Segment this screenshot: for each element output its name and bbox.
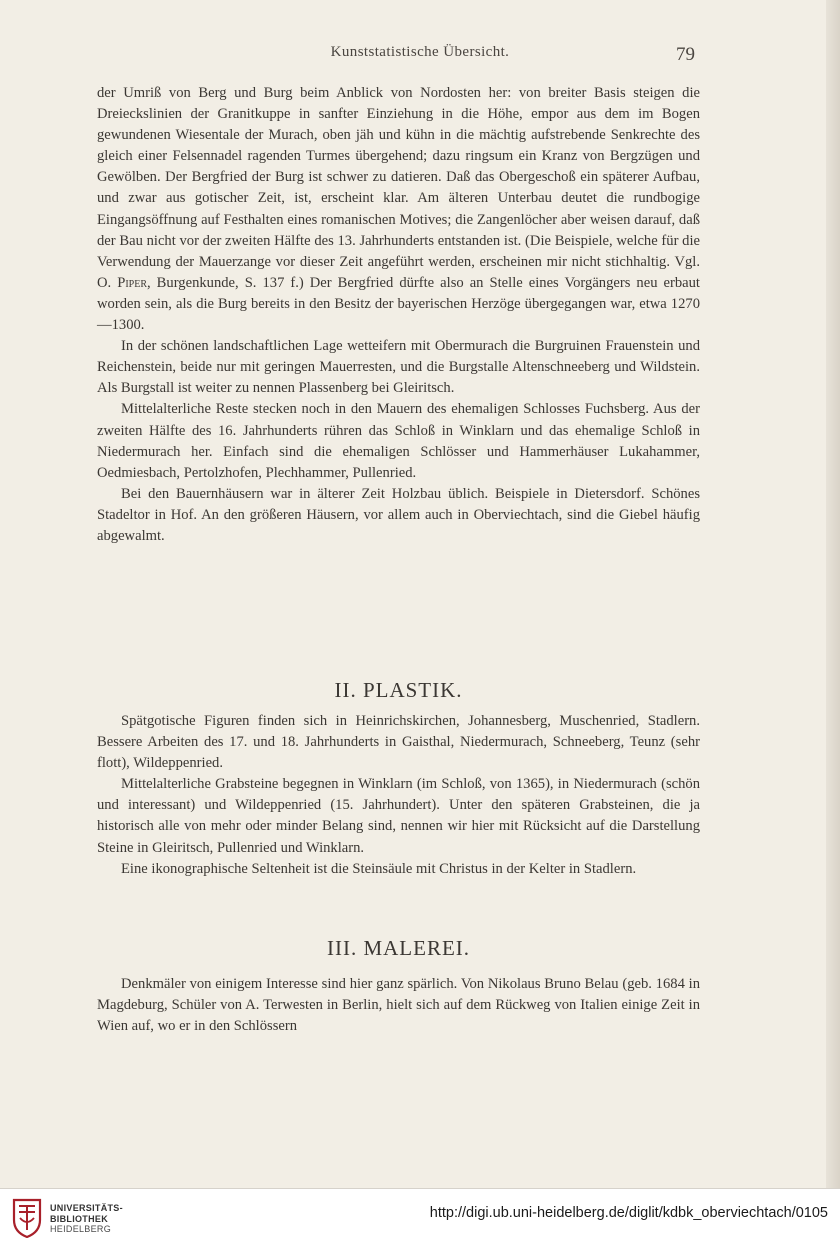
body-block-3 xyxy=(97,974,700,1037)
paragraph: Spätgotische Figuren finden sich in Heinrichskirchen, Johannesberg, Muschenried, Stadlern. Bessere Arbeiten des 17. und 18. Jahrhunderts in Gaisthal, Niedermurach, Schneeberg, Teunz (sehr flott), Wildeppenried. xyxy=(97,713,700,772)
university-seal-icon xyxy=(10,1198,44,1238)
paragraph: Bei den Bauernhäusern war in älterer Zeit Holzbau üblich. Beispiele in Dietersdorf. Schönes Stadeltor in Hof. An den größeren Häusern, vor allem auch in Oberviechtach, sind die Giebel häufig abgewalmt. xyxy=(97,485,700,544)
author-name: Piper xyxy=(117,274,147,291)
section-heading-malerei: III. MALEREI. xyxy=(326,936,471,960)
footer-bar xyxy=(0,1188,840,1248)
paragraph: Mittelalterliche Grabsteine begegnen in Winklarn (im Schloß, von 1365), in Niedermurach (schön und interessant) und Wildeppenried (15. Jahrhundert). Unter den späteren Grabsteinen, die ja historisch alle von mehr oder minder Belang sind, nennen wir hier mit Rücksicht auf die Darstellung Steine in Gleiritsch, Pullenried und Winklarn. xyxy=(97,776,700,856)
paragraph: Denkmäler von einigem Interesse sind hier ganz spärlich. Von Nikolaus Bruno Belau (geb. 1684 in Magdeburg, Schüler von A. Terwesten in Berlin, hielt sich auf dem Rückweg von Italien einige Zeit in Wien auf, wo er in den Schlössern xyxy=(97,976,700,1035)
paragraph: Eine ikonographische Seltenheit ist die Steinsäule mit Christus in der Kelter in Stadlern. xyxy=(121,860,637,877)
paragraph: In der schönen landschaftlichen Lage wetteifern mit Obermurach die Burgruinen Frauenstein und Reichenstein, beide nur mit geringen Mauerresten, und die Burgstalle Altenschneeberg und Wildstein. Als Burgstall ist weiter zu nennen Plassenberg bei Gleiritsch. xyxy=(97,338,700,397)
running-title: Kunststatistische Übersicht. xyxy=(330,44,510,60)
library-logo-text: UNIVERSITÄTS- BIBLIOTHEK HEIDELBERG xyxy=(50,1203,123,1234)
section-heading-plastik: II. PLASTIK. xyxy=(334,678,463,702)
source-url-link[interactable]: http://digi.ub.uni-heidelberg.de/diglit/kdbk_oberviechtach/0105 xyxy=(429,1205,828,1221)
body-block-1 xyxy=(97,83,700,547)
page-number: 79 xyxy=(676,44,695,65)
paragraph: der Umriß von Berg und Burg beim Anblick von Nordosten her: von breiter Basis steigen die Dreieckslinien der Granitkuppe in sanfter Einziehung in die Höhe, empor aus dem im Bogen gewundenen Wiesentale der Murach, oben jäh und kühn in die mächtig aufstrebende Senkrechte des gleich einer Felsennadel ragenden Turmes übergehend; dazu ringsum ein Kranz von Bergzügen und Gewölben. Der Bergfried der Burg ist schwer zu datieren. Daß das Obergeschoß ein späterer Aufbau, und zwar aus gotischer Zeit, ist, erscheint klar. Am älteren Unterbau deutet die rundbogige Eingangsöffnung auf Festhalten eines romanischen Motives; die Zangenlöcher aber weisen darauf, daß der Bau nicht vor der zweiten Hälfte des 13. Jahrhunderts entstanden ist. (Die Beispiele, welche für die Verwendung der Mauerzange vor dieser Zeit angeführt werden, erscheinen mir nicht stichhaltig. Vgl. O. Piper, Burgenkunde, S. 137 f.) Der Bergfried dürfte also an Stelle eines Vorgängers neu erbaut worden sein, als die Burg bereits in den Besitz der bayerischen Herzöge übergegangen war, etwa 1270—1300. xyxy=(97,85,700,334)
paragraph: Mittelalterliche Reste stecken noch in den Mauern des ehemaligen Schlosses Fuchsberg. Aus der zweiten Hälfte des 16. Jahrhunderts rühren das Schloß in Winklarn und das ehemalige Schloß in Niedermurach her. Einfach sind die ehemaligen Schlösser und Hammerhäuser Lukahammer, Oedmiesbach, Pertolzhofen, Plechhammer, Pullenried. xyxy=(97,401,700,481)
body-block-2 xyxy=(97,711,700,880)
